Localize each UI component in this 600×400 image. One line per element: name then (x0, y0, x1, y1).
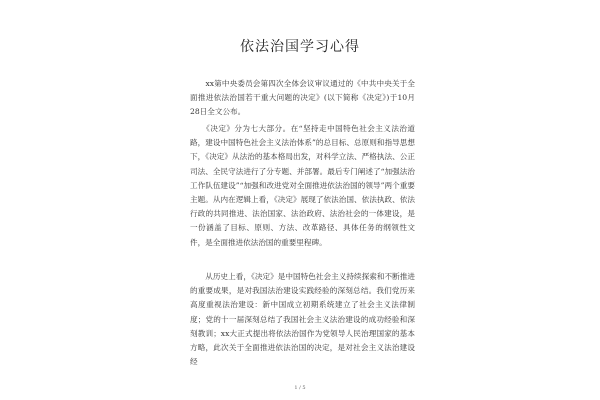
paragraph-history: 从历史上看，《决定》是中国特色社会主义持续探索和不断推进的重要成果，是对我国法治建设实践经验的深刻总结。我们党历来高度重视法治建设：新中国成立初期系统建立了社会主义法律制度；党的十一届深刻总结了我国社会主义法治建设的成功经验和深刻教训；xx大正式提出将依法治国作为党领导人民治理国家的基本方略，此次关于全面推进依法治国的决定，是对社会主义法治建设经 (190, 272, 415, 367)
page-number: 1 / 5 (294, 385, 306, 391)
document-title: 依法治国学习心得 (240, 39, 360, 55)
paragraph-structure: 《决定》分为七大部分。在“坚持走中国特色社会主义法治道路，建设中国特色社会主义法治体系”的总目标、总原则和指导思想下，《决定》从法治的基本格局出发，对科学立法、严格执法、公正司法、全民守法进行了分专题、并部署。最后专门阐述了“加强法治工作队伍建设”“加强和改进党对全面推进依法治国的领导”两个重要主题。从内在逻辑上看，《决定》展现了依法治国、依法执政、依法行政的共同推进、法治国家、法治政府、法治社会的一体建设，是一份涵盖了目标、原则、方法、改革路径、具体任务的纲领性文件，是全面推进依法治国的重要里程碑。 (190, 124, 415, 247)
paragraph-intro: xx第中央委员会第四次全体会议审议通过的《中共中央关于全面推进依法治国若干重大问题的决定》(以下简称《决定》)于10月28日全文公布。 (190, 79, 415, 117)
